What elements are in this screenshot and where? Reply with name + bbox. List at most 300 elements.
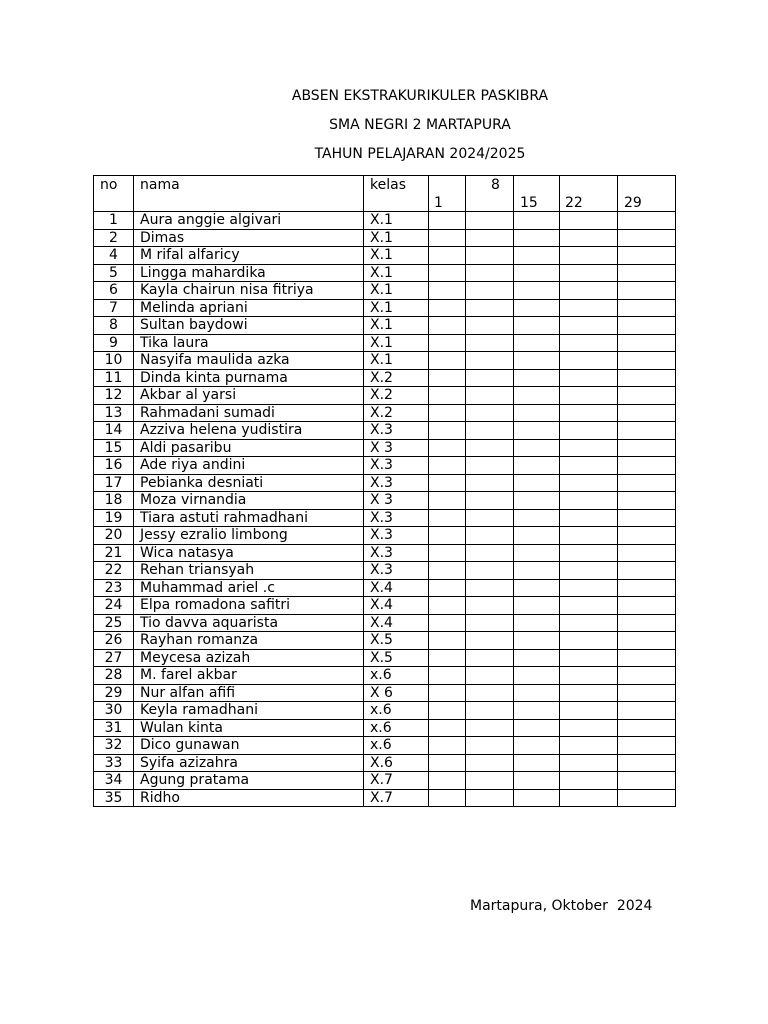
cell-attendance: [560, 492, 618, 510]
cell-no: 33: [94, 754, 134, 772]
cell-attendance: [560, 614, 618, 632]
table-row: [94, 387, 676, 405]
cell-kelas: X.3: [364, 562, 429, 580]
cell-attendance: [514, 474, 560, 492]
cell-kelas: X.1: [364, 247, 429, 265]
cell-kelas: X 3: [364, 492, 429, 510]
cell-attendance: [514, 789, 560, 807]
table-row: [94, 509, 676, 527]
cell-attendance: [514, 457, 560, 475]
cell-attendance: [514, 352, 560, 370]
cell-attendance: [560, 754, 618, 772]
cell-attendance: [560, 422, 618, 440]
cell-attendance: [429, 632, 466, 650]
cell-attendance: [560, 299, 618, 317]
cell-kelas: x.6: [364, 702, 429, 720]
cell-attendance: [429, 597, 466, 615]
cell-kelas: X.4: [364, 597, 429, 615]
cell-nama: Wulan kinta: [134, 719, 364, 737]
date-label: 29: [624, 195, 642, 211]
cell-attendance: [560, 439, 618, 457]
cell-attendance: [618, 649, 676, 667]
cell-nama: Wica natasya: [134, 544, 364, 562]
table-row: [94, 702, 676, 720]
cell-attendance: [618, 579, 676, 597]
cell-nama: Kayla chairun nisa fitriya: [134, 282, 364, 300]
cell-kelas: x.6: [364, 667, 429, 685]
cell-attendance: [466, 562, 514, 580]
cell-attendance: [466, 387, 514, 405]
cell-kelas: X.4: [364, 614, 429, 632]
cell-no: 13: [94, 404, 134, 422]
cell-attendance: [514, 597, 560, 615]
cell-attendance: [618, 702, 676, 720]
cell-nama: Melinda apriani: [134, 299, 364, 317]
cell-attendance: [429, 247, 466, 265]
cell-nama: Muhammad ariel .c: [134, 579, 364, 597]
cell-kelas: X.1: [364, 352, 429, 370]
cell-nama: Rehan triansyah: [134, 562, 364, 580]
cell-attendance: [429, 387, 466, 405]
cell-attendance: [514, 387, 560, 405]
cell-nama: Tiara astuti rahmadhani: [134, 509, 364, 527]
cell-attendance: [466, 632, 514, 650]
cell-kelas: X.3: [364, 422, 429, 440]
cell-no: 21: [94, 544, 134, 562]
cell-attendance: [466, 667, 514, 685]
cell-nama: Nur alfan afifi: [134, 684, 364, 702]
cell-nama: Agung pratama: [134, 772, 364, 790]
cell-nama: Elpa romadona safitri: [134, 597, 364, 615]
cell-nama: Ridho: [134, 789, 364, 807]
table-body: [94, 212, 676, 807]
cell-attendance: [466, 212, 514, 230]
table-row: [94, 754, 676, 772]
document-title: ABSEN EKSTRAKURIKULER PASKIBRA: [291, 88, 549, 104]
cell-attendance: [618, 667, 676, 685]
cell-kelas: X.5: [364, 649, 429, 667]
cell-attendance: [560, 702, 618, 720]
table-row: [94, 369, 676, 387]
cell-no: 15: [94, 439, 134, 457]
cell-attendance: [560, 247, 618, 265]
cell-attendance: [618, 282, 676, 300]
cell-attendance: [560, 369, 618, 387]
cell-attendance: [429, 404, 466, 422]
table-row: [94, 247, 676, 265]
cell-attendance: [429, 474, 466, 492]
cell-attendance: [429, 299, 466, 317]
cell-attendance: [514, 562, 560, 580]
cell-attendance: [560, 509, 618, 527]
cell-no: 1: [94, 212, 134, 230]
cell-attendance: [514, 632, 560, 650]
cell-attendance: [514, 492, 560, 510]
cell-no: 30: [94, 702, 134, 720]
cell-nama: Azziva helena yudistira: [134, 422, 364, 440]
cell-attendance: [514, 334, 560, 352]
cell-attendance: [429, 772, 466, 790]
cell-attendance: [429, 614, 466, 632]
cell-kelas: X 6: [364, 684, 429, 702]
table-row: [94, 649, 676, 667]
cell-attendance: [514, 772, 560, 790]
academic-year: TAHUN PELAJARAN 2024/2025: [314, 146, 526, 162]
cell-no: 25: [94, 614, 134, 632]
cell-no: 11: [94, 369, 134, 387]
cell-attendance: [560, 229, 618, 247]
date-label: 22: [565, 195, 583, 211]
cell-attendance: [560, 282, 618, 300]
cell-kelas: X.5: [364, 632, 429, 650]
table-row: [94, 684, 676, 702]
table-row: [94, 667, 676, 685]
cell-nama: Lingga mahardika: [134, 264, 364, 282]
cell-attendance: [466, 737, 514, 755]
cell-attendance: [560, 334, 618, 352]
cell-nama: Rahmadani sumadi: [134, 404, 364, 422]
cell-attendance: [618, 439, 676, 457]
cell-nama: M rifal alfaricy: [134, 247, 364, 265]
cell-no: 18: [94, 492, 134, 510]
cell-attendance: [429, 352, 466, 370]
table-row: [94, 457, 676, 475]
table-row: [94, 632, 676, 650]
cell-attendance: [514, 702, 560, 720]
cell-attendance: [466, 684, 514, 702]
cell-attendance: [466, 492, 514, 510]
cell-attendance: [466, 772, 514, 790]
cell-attendance: [514, 737, 560, 755]
cell-attendance: [514, 299, 560, 317]
cell-kelas: x.6: [364, 719, 429, 737]
cell-nama: Moza virnandia: [134, 492, 364, 510]
table-row: [94, 719, 676, 737]
cell-attendance: [618, 247, 676, 265]
cell-no: 29: [94, 684, 134, 702]
cell-attendance: [429, 422, 466, 440]
cell-attendance: [618, 352, 676, 370]
cell-attendance: [466, 369, 514, 387]
cell-kelas: X.6: [364, 754, 429, 772]
cell-attendance: [560, 457, 618, 475]
cell-attendance: [560, 737, 618, 755]
table-row: [94, 264, 676, 282]
cell-attendance: [466, 527, 514, 545]
table-row: [94, 562, 676, 580]
table-row: [94, 334, 676, 352]
cell-kelas: X.2: [364, 369, 429, 387]
table-row: [94, 597, 676, 615]
table-row: [94, 544, 676, 562]
cell-attendance: [560, 632, 618, 650]
cell-no: 9: [94, 334, 134, 352]
cell-no: 35: [94, 789, 134, 807]
cell-kelas: X.1: [364, 229, 429, 247]
col-header-date-1: [429, 176, 466, 212]
cell-kelas: X.2: [364, 404, 429, 422]
cell-no: 28: [94, 667, 134, 685]
cell-no: 7: [94, 299, 134, 317]
cell-attendance: [560, 264, 618, 282]
cell-attendance: [429, 579, 466, 597]
table-row: [94, 229, 676, 247]
cell-kelas: X.1: [364, 317, 429, 335]
col-header-nama: nama: [134, 176, 364, 212]
cell-attendance: [429, 562, 466, 580]
cell-no: 2: [94, 229, 134, 247]
table-row: [94, 439, 676, 457]
cell-attendance: [466, 789, 514, 807]
table-row: [94, 299, 676, 317]
cell-kelas: X.7: [364, 772, 429, 790]
cell-attendance: [466, 614, 514, 632]
cell-attendance: [618, 597, 676, 615]
cell-attendance: [429, 229, 466, 247]
cell-attendance: [514, 229, 560, 247]
date-label: 8: [491, 177, 500, 193]
cell-attendance: [466, 404, 514, 422]
cell-nama: Dico gunawan: [134, 737, 364, 755]
cell-attendance: [429, 754, 466, 772]
cell-no: 23: [94, 579, 134, 597]
cell-kelas: X.1: [364, 299, 429, 317]
cell-nama: Dinda kinta purnama: [134, 369, 364, 387]
cell-kelas: X.3: [364, 509, 429, 527]
cell-attendance: [560, 789, 618, 807]
cell-attendance: [618, 369, 676, 387]
cell-no: 12: [94, 387, 134, 405]
cell-no: 14: [94, 422, 134, 440]
cell-nama: Pebianka desniati: [134, 474, 364, 492]
cell-attendance: [466, 457, 514, 475]
table-row: [94, 422, 676, 440]
cell-attendance: [466, 719, 514, 737]
cell-nama: Aura anggie algivari: [134, 212, 364, 230]
cell-attendance: [466, 754, 514, 772]
attendance-table: [93, 175, 676, 807]
cell-kelas: X.3: [364, 544, 429, 562]
cell-attendance: [618, 684, 676, 702]
cell-attendance: [514, 247, 560, 265]
cell-attendance: [429, 457, 466, 475]
cell-attendance: [429, 527, 466, 545]
cell-attendance: [618, 299, 676, 317]
cell-attendance: [618, 719, 676, 737]
cell-attendance: [466, 422, 514, 440]
cell-attendance: [466, 439, 514, 457]
cell-attendance: [618, 544, 676, 562]
cell-attendance: [618, 474, 676, 492]
cell-attendance: [560, 317, 618, 335]
cell-nama: Akbar al yarsi: [134, 387, 364, 405]
cell-attendance: [618, 737, 676, 755]
cell-attendance: [429, 684, 466, 702]
table-row: [94, 474, 676, 492]
cell-attendance: [466, 299, 514, 317]
cell-attendance: [466, 474, 514, 492]
table-row: [94, 579, 676, 597]
cell-no: 19: [94, 509, 134, 527]
cell-attendance: [466, 317, 514, 335]
cell-no: 5: [94, 264, 134, 282]
cell-attendance: [618, 614, 676, 632]
cell-attendance: [466, 649, 514, 667]
cell-attendance: [466, 247, 514, 265]
date-label: 1: [434, 195, 443, 211]
cell-attendance: [618, 789, 676, 807]
cell-attendance: [618, 387, 676, 405]
col-header-no: no: [94, 176, 134, 212]
cell-no: 27: [94, 649, 134, 667]
cell-attendance: [560, 212, 618, 230]
cell-no: 26: [94, 632, 134, 650]
cell-attendance: [429, 544, 466, 562]
cell-attendance: [429, 702, 466, 720]
cell-attendance: [429, 439, 466, 457]
cell-kelas: X.1: [364, 264, 429, 282]
cell-kelas: X 3: [364, 439, 429, 457]
school-name: SMA NEGRI 2 MARTAPURA: [329, 117, 511, 133]
cell-no: 8: [94, 317, 134, 335]
cell-nama: Rayhan romanza: [134, 632, 364, 650]
cell-kelas: X.1: [364, 282, 429, 300]
cell-attendance: [429, 317, 466, 335]
table-row: [94, 737, 676, 755]
table-row: [94, 212, 676, 230]
cell-kelas: X.1: [364, 212, 429, 230]
table-row: [94, 404, 676, 422]
cell-nama: Aldi pasaribu: [134, 439, 364, 457]
cell-attendance: [618, 492, 676, 510]
cell-attendance: [560, 772, 618, 790]
cell-attendance: [466, 544, 514, 562]
cell-attendance: [618, 754, 676, 772]
cell-kelas: X.4: [364, 579, 429, 597]
cell-attendance: [429, 334, 466, 352]
table-row: [94, 527, 676, 545]
cell-kelas: x.6: [364, 737, 429, 755]
cell-no: 10: [94, 352, 134, 370]
table-row: [94, 317, 676, 335]
cell-attendance: [514, 667, 560, 685]
table-row: [94, 282, 676, 300]
table-row: [94, 789, 676, 807]
cell-kelas: X.3: [364, 457, 429, 475]
cell-attendance: [560, 579, 618, 597]
cell-attendance: [514, 527, 560, 545]
cell-attendance: [618, 632, 676, 650]
cell-attendance: [466, 229, 514, 247]
cell-attendance: [618, 772, 676, 790]
cell-attendance: [429, 789, 466, 807]
cell-nama: Keyla ramadhani: [134, 702, 364, 720]
cell-attendance: [560, 352, 618, 370]
col-header-date-15: [514, 176, 560, 212]
cell-attendance: [466, 352, 514, 370]
col-header-kelas: kelas: [364, 176, 429, 212]
cell-attendance: [560, 597, 618, 615]
cell-attendance: [514, 282, 560, 300]
cell-attendance: [514, 212, 560, 230]
cell-no: 32: [94, 737, 134, 755]
col-header-date-22: [560, 176, 618, 212]
table-row: [94, 492, 676, 510]
cell-attendance: [560, 387, 618, 405]
cell-attendance: [466, 597, 514, 615]
cell-attendance: [429, 212, 466, 230]
cell-attendance: [560, 719, 618, 737]
cell-nama: Nasyifa maulida azka: [134, 352, 364, 370]
cell-attendance: [514, 719, 560, 737]
cell-attendance: [618, 457, 676, 475]
cell-attendance: [560, 684, 618, 702]
cell-nama: Syifa azizahra: [134, 754, 364, 772]
cell-no: 6: [94, 282, 134, 300]
cell-kelas: X.1: [364, 334, 429, 352]
col-header-date-8: [466, 176, 514, 212]
cell-attendance: [429, 264, 466, 282]
cell-nama: Meycesa azizah: [134, 649, 364, 667]
cell-no: 17: [94, 474, 134, 492]
cell-nama: Jessy ezralio limbong: [134, 527, 364, 545]
cell-no: 16: [94, 457, 134, 475]
cell-attendance: [514, 422, 560, 440]
cell-no: 24: [94, 597, 134, 615]
cell-attendance: [514, 509, 560, 527]
cell-attendance: [618, 264, 676, 282]
date-label: 15: [520, 195, 538, 211]
cell-attendance: [560, 474, 618, 492]
cell-no: 20: [94, 527, 134, 545]
cell-attendance: [514, 264, 560, 282]
table-row: [94, 772, 676, 790]
footer-place-date: Martapura, Oktober 2024: [470, 898, 653, 914]
cell-no: 31: [94, 719, 134, 737]
cell-attendance: [429, 369, 466, 387]
cell-attendance: [618, 212, 676, 230]
cell-attendance: [514, 754, 560, 772]
cell-attendance: [466, 264, 514, 282]
cell-attendance: [514, 404, 560, 422]
col-header-date-29: [618, 176, 676, 212]
cell-attendance: [618, 334, 676, 352]
cell-attendance: [560, 562, 618, 580]
cell-attendance: [514, 439, 560, 457]
table-row: [94, 352, 676, 370]
cell-attendance: [618, 229, 676, 247]
cell-attendance: [560, 527, 618, 545]
cell-attendance: [514, 684, 560, 702]
cell-attendance: [429, 719, 466, 737]
cell-attendance: [429, 492, 466, 510]
cell-nama: Dimas: [134, 229, 364, 247]
cell-attendance: [514, 369, 560, 387]
cell-attendance: [466, 579, 514, 597]
cell-attendance: [466, 702, 514, 720]
table-header-row: [94, 176, 676, 212]
cell-attendance: [466, 282, 514, 300]
cell-attendance: [618, 404, 676, 422]
cell-attendance: [618, 562, 676, 580]
cell-nama: M. farel akbar: [134, 667, 364, 685]
cell-no: 4: [94, 247, 134, 265]
cell-attendance: [466, 509, 514, 527]
cell-kelas: X.2: [364, 387, 429, 405]
cell-attendance: [618, 317, 676, 335]
cell-attendance: [560, 404, 618, 422]
cell-attendance: [514, 649, 560, 667]
